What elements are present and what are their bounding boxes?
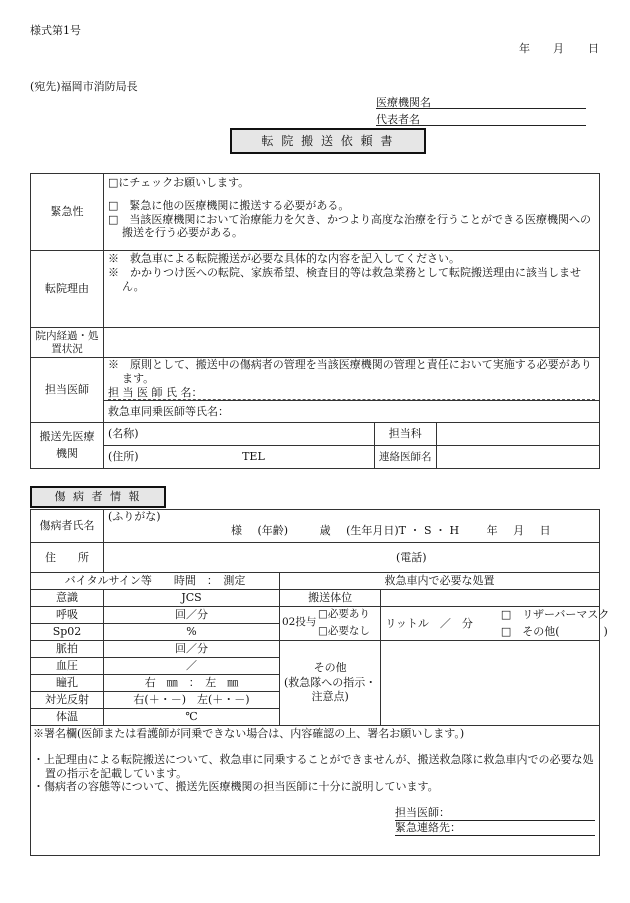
breathing-label: 呼吸 [31,607,104,624]
destination-row-1 [31,423,600,446]
furigana-label: (ふりがな) [108,510,161,523]
institution-name-field[interactable]: 医療機関名 [376,94,586,109]
patient-phone: (電話) [396,550,427,564]
emergency-contact-field[interactable]: 緊急連絡先： [395,821,595,836]
destination-tel: TEL [242,450,265,464]
patient-address-row [31,543,600,573]
doctor-signature-field[interactable]: 担当医師： [395,806,595,821]
date-day: 日 [588,42,599,55]
patient-table [30,509,610,856]
doctor-row-2 [31,401,600,423]
breathing-row [31,607,600,624]
addressee: (宛先)福岡市消防局長 [30,80,138,93]
treatment-header: 救急車内で必要な処置 [280,573,600,590]
patient-address-field[interactable] [104,543,600,573]
doctor-label: 担当医師 [31,358,104,423]
doctor-note: ※ 原則として、搬送中の傷病者の管理を当該医療機関の管理と責任において実施する必要があります。 [108,358,592,385]
date-month: 月 [553,42,564,55]
course-label: 院内経過・処置状況 [31,328,104,358]
vitals-header: バイタルサイン等 時間 ： 測定 [31,573,280,590]
signature-bullet-2: ・傷病者の容態等について、搬送先医療機関の担当医師に十分に説明しています。 [33,780,439,794]
pupil-field[interactable]: 右 ㎜ ： 左 ㎜ [104,675,280,692]
signature-note: ※署名欄(医師または看護師が同乗できない場合は、内容確認の上、署名お願いします。) [33,727,465,740]
department-field[interactable] [436,423,600,446]
urgency-option-1[interactable]: □ 緊急に他の医療機関に搬送する必要がある。 [108,198,350,212]
urgency-row [31,174,600,251]
breathing-field[interactable]: 回／分 [104,607,280,624]
temp-field[interactable]: ℃ [104,709,280,726]
other-label: その他 [313,660,347,674]
patient-address-label: 住 所 [31,543,104,573]
other-device-checkbox[interactable]: □ その他( ) [500,624,608,638]
patient-name-row [31,510,600,543]
reflex-label: 対光反射 [31,692,104,709]
destination-address-field[interactable]: (住所) TEL [104,446,375,469]
spo2-label: Sp02 [31,624,104,641]
department-label: 担当科 [375,423,437,446]
other-instructions-field[interactable] [381,641,600,726]
doctor-row-1 [31,358,600,401]
urgency-label: 緊急性 [31,174,104,251]
reason-label: 転院理由 [31,251,104,328]
o2-noneed-checkbox[interactable]: □必要なし [318,624,370,637]
document-title: 転 院 搬 送 依 頼 書 [230,128,426,154]
escort-name-field[interactable]: 救急車同乗医師等氏名： [104,401,600,423]
doctor-name-field[interactable]: 担 当 医 師 氏 名： [108,386,595,401]
destination-row-2 [31,446,600,469]
position-label: 搬送体位 [280,590,381,607]
request-table [30,173,600,469]
contact-doctor-field[interactable] [436,446,600,469]
consciousness-row [31,590,600,607]
signature-row [31,726,600,856]
reason-note-2: ※ かかりつけ医への転院、家族希望、検査目的等は救急業務として転院搬送理由に該当しません。 [108,265,581,293]
contact-doctor-label: 連絡医師名 [375,446,437,469]
destination-label: 搬送先医療機関 [31,423,104,469]
consciousness-label: 意識 [31,590,104,607]
reservoir-mask-checkbox[interactable]: □ リザーバーマスク [500,608,610,621]
doctor-cell [104,358,600,401]
urgency-option-2[interactable]: □ 当該医療機関において治療能力を欠き、かつより高度な治療を行うことができる医療機関への搬送を行う必要がある。 [108,212,591,240]
pupil-label: 瞳孔 [31,675,104,692]
pulse-row [31,641,600,658]
bp-label: 血圧 [31,658,104,675]
bp-field[interactable]: ／ [104,658,280,675]
o2-cell [280,607,381,641]
liter-field[interactable]: リットル ／ 分 [385,616,473,630]
o2-need-checkbox[interactable]: □必要あり [318,608,370,621]
signature-cell [31,726,600,856]
patient-name-field[interactable]: (ふりがな) 様 (年齢) 歳 (生年月日)T ・ S ・ H 年 月 日 [104,510,600,543]
course-field[interactable] [104,328,600,358]
reflex-field[interactable]: 右(＋・－) 左(＋・－) [104,692,280,709]
reason-row [31,251,600,328]
signature-bullet-1: ・上記理由による転院搬送について、救急車に同乗することができませんが、搬送救急隊に救急車内での必要な処置の指示を記載しています。 [33,752,594,780]
patient-name-label: 傷病者氏名 [31,510,104,543]
jcs-field[interactable]: JCS [104,590,280,607]
course-row [31,328,600,358]
position-field[interactable] [381,590,600,607]
temp-label: 体温 [31,709,104,726]
date-year: 年 [519,42,530,55]
form-number: 様式第1号 [30,24,81,37]
pulse-label: 脈拍 [31,641,104,658]
spo2-field[interactable]: % [104,624,280,641]
pulse-field[interactable]: 回／分 [104,641,280,658]
reason-note-1: ※ 救急車による転院搬送が必要な具体的な内容を記入してください。 [108,252,460,265]
urgency-cell [104,174,600,251]
o2-label: 02投与 [282,616,317,629]
vitals-header-row [31,573,600,590]
patient-section-title: 傷 病 者 情 報 [30,486,166,508]
o2-detail-cell [381,607,610,641]
destination-name-field[interactable]: (名称) [104,423,375,446]
other-label-cell: その他 (救急隊への指示・ 注意点) [280,641,381,726]
reason-cell[interactable] [104,251,600,328]
representative-field[interactable]: 代表者名 [376,111,586,126]
urgency-note: □にチェックお願いします。 [108,176,250,189]
